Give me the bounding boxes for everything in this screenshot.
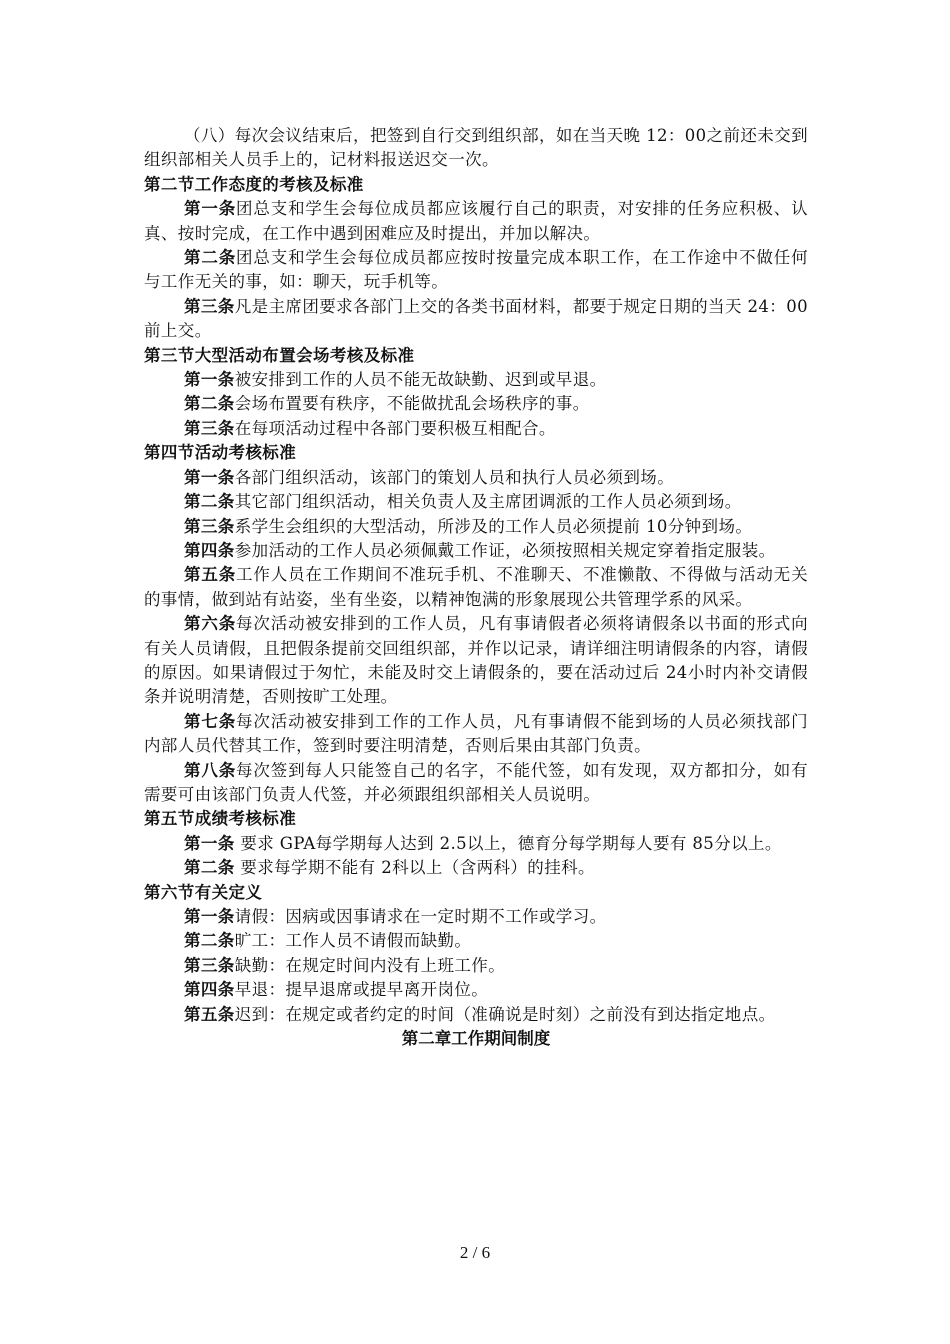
article-text: 要求每学期不能有 2科以上（含两科）的挂科。 bbox=[234, 858, 595, 878]
article-paragraph bbox=[144, 905, 808, 929]
article-paragraph bbox=[144, 295, 808, 344]
article-text: 在每项活动过程中各部门要积极互相配合。 bbox=[234, 418, 556, 438]
article-paragraph bbox=[144, 978, 808, 1002]
article-text: 团总支和学生会每位成员都应按时按量完成本职工作，在工作途中不做任何与工作无关的事，如：聊天，玩手机等。 bbox=[144, 248, 809, 292]
article-paragraph bbox=[144, 246, 808, 295]
article-text: 要求 GPA每学期每人达到 2.5以上，德育分每学期每人要有 85分以上。 bbox=[234, 833, 782, 853]
article-label: 第四条 bbox=[184, 980, 235, 1000]
article-text: 请假：因病或因事请求在一定时期不工作或学习。 bbox=[234, 907, 607, 926]
section-5-heading: 第五节成绩考核标准 bbox=[144, 809, 297, 829]
article-paragraph bbox=[144, 563, 808, 612]
article-text: 每次活动被安排到的工作人员，凡有事请假者必须将请假条以书面的形式向有关人员请假，且把假条提前交回组织部，并作以记录，请详细注明请假条的内容，请假的原因。如果请假过于匆忙，未能及时交上请假条的，要在活动过后 24小时内补交请假条并说明清楚，否则按旷工处理。 bbox=[144, 614, 809, 707]
section-2-heading: 第二节工作态度的考核及标准 bbox=[144, 174, 364, 194]
article-paragraph bbox=[144, 490, 808, 514]
article-text: 被安排到工作的人员不能无故缺勤、迟到或早退。 bbox=[234, 370, 607, 390]
article-text: 各部门组织活动，该部门的策划人员和执行人员必须到场。 bbox=[234, 467, 675, 487]
article-text: 会场布置要有秩序，不能做扰乱会场秩序的事。 bbox=[234, 394, 590, 414]
article-label: 第二条 bbox=[184, 858, 235, 878]
article-label: 第一条 bbox=[184, 907, 235, 926]
article-label: 第二条 bbox=[184, 492, 235, 512]
article-text: 系学生会组织的大型活动，所涉及的工作人员必须提前 10分钟到场。 bbox=[234, 516, 753, 536]
article-paragraph bbox=[144, 856, 808, 880]
section-6-heading: 第六节有关定义 bbox=[144, 882, 263, 902]
article-paragraph bbox=[144, 539, 808, 563]
article-paragraph bbox=[144, 832, 808, 856]
paragraph-eight: （八）每次会议结束后，把签到自行交到组织部，如在当天晚 12：00之前还未交到组织部相关人员手上的，记材料报送迟交一次。 bbox=[144, 126, 808, 170]
article-text: 其它部门组织活动，相关负责人及主席团调派的工作人员必须到场。 bbox=[234, 492, 742, 512]
article-label: 第四条 bbox=[184, 540, 235, 560]
article-text: 凡是主席团要求各部门上交的各类书面材料，都要于规定日期的当天 24：00前上交。 bbox=[144, 296, 808, 341]
article-label: 第二条 bbox=[184, 248, 237, 268]
article-paragraph bbox=[144, 392, 808, 416]
page-number: 2 / 6 bbox=[459, 1243, 491, 1262]
section-3-heading: 第三节大型活动布置会场考核及标准 bbox=[144, 345, 415, 365]
article-text: 团总支和学生会每位成员都应该履行自己的职责，对安排的任务应积极、认真、按时完成，在工作中遇到困难应及时提出，并加以解决。 bbox=[144, 199, 809, 243]
article-paragraph bbox=[144, 954, 808, 978]
article-label: 第一条 bbox=[184, 467, 235, 487]
article-label: 第一条 bbox=[184, 833, 235, 853]
article-text: 每次活动被安排到工作的工作人员，凡有事请假不能到场的人员必须找部门内部人员代替其工作，签到时要注明清楚，否则后果由其部门负责。 bbox=[144, 711, 809, 756]
page-content bbox=[144, 124, 808, 1051]
article-text: 工作人员在工作期间不准玩手机、不准聊天、不准懒散、不得做与活动无关的事情，做到站有站姿，坐有坐姿，以精神饱满的形象展现公共管理学系的风采。 bbox=[144, 565, 809, 609]
article-text: 早退：提早退席或提早离开岗位。 bbox=[234, 980, 489, 1000]
article-label: 第一条 bbox=[184, 370, 235, 390]
article-text: 旷工：工作人员不请假而缺勤。 bbox=[234, 931, 472, 951]
article-label: 第七条 bbox=[184, 711, 237, 731]
article-paragraph bbox=[144, 368, 808, 392]
article-paragraph bbox=[144, 759, 808, 808]
article-text: 参加活动的工作人员必须佩戴工作证，必须按照相关规定穿着指定服装。 bbox=[234, 540, 776, 560]
article-label: 第二条 bbox=[184, 394, 235, 414]
article-text: 缺勤：在规定时间内没有上班工作。 bbox=[234, 955, 506, 975]
article-label: 第六条 bbox=[184, 614, 237, 634]
article-text: 每次签到每人只能签自己的名字，不能代签，如有发现，双方都扣分，如有需要可由该部门负责人代签，并必须跟组织部相关人员说明。 bbox=[144, 760, 809, 804]
article-label: 第八条 bbox=[184, 760, 237, 780]
article-paragraph bbox=[144, 515, 808, 539]
article-label: 第五条 bbox=[184, 565, 237, 585]
article-label: 第三条 bbox=[184, 955, 235, 975]
article-label: 第二条 bbox=[184, 931, 235, 951]
article-label: 第五条 bbox=[184, 1004, 235, 1024]
article-paragraph bbox=[144, 466, 808, 490]
article-paragraph bbox=[144, 417, 808, 441]
article-text: 迟到：在规定或者约定的时间（准确说是时刻）之前没有到达指定地点。 bbox=[234, 1004, 776, 1024]
article-label: 第三条 bbox=[184, 296, 235, 316]
article-label: 第三条 bbox=[184, 516, 235, 536]
article-paragraph bbox=[144, 1003, 808, 1027]
article-paragraph bbox=[144, 612, 808, 710]
section-4-heading: 第四节活动考核标准 bbox=[144, 443, 297, 463]
article-paragraph bbox=[144, 710, 808, 759]
article-label: 第一条 bbox=[184, 199, 237, 219]
article-paragraph bbox=[144, 929, 808, 953]
article-paragraph bbox=[144, 197, 808, 246]
chapter-heading: 第二章工作期间制度 bbox=[401, 1029, 551, 1049]
article-label: 第三条 bbox=[184, 418, 235, 438]
